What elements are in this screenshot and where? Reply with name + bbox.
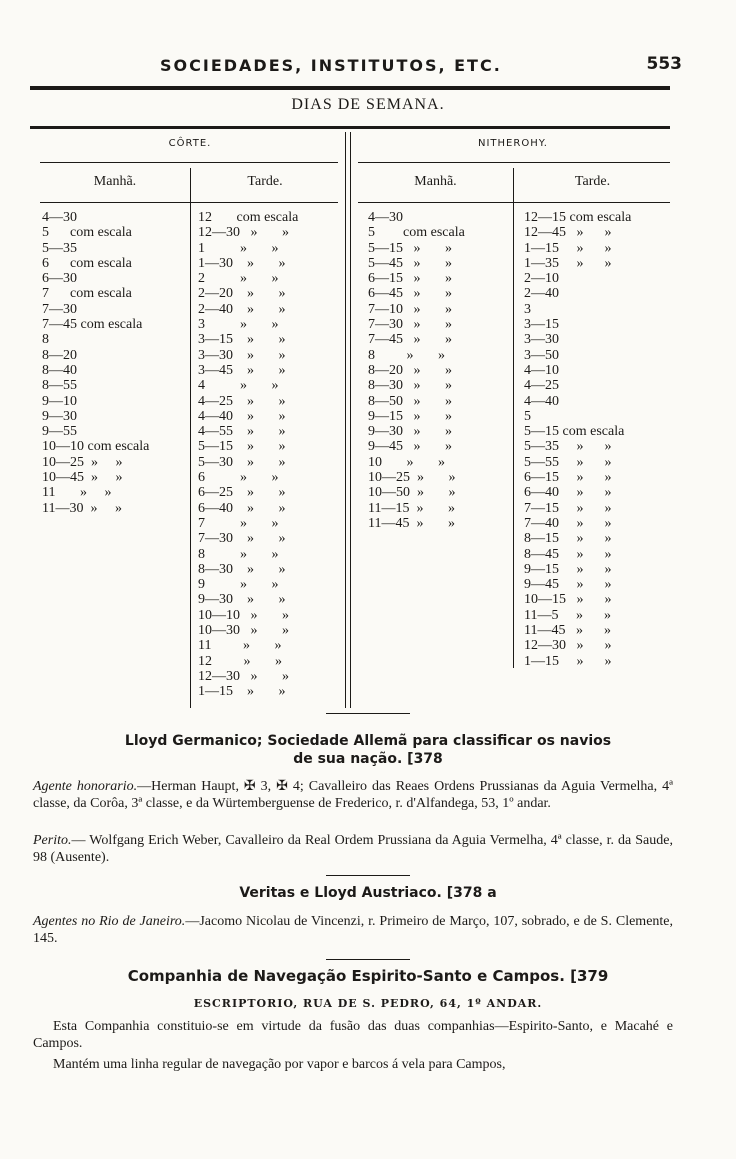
time-entry: 12 com escala: [198, 210, 299, 225]
time-entry: 1—15 » »: [198, 684, 286, 700]
time-entry: 9—30 » »: [368, 424, 452, 440]
group-divider-left: [345, 132, 346, 708]
section-separator: [326, 959, 410, 960]
time-entry: 8: [42, 332, 49, 348]
veritas-heading: Veritas e Lloyd Austriaco. [378 a: [239, 885, 497, 901]
time-entry: 10—10 com escala: [42, 439, 150, 455]
time-entry: 12—30 » »: [524, 638, 612, 654]
time-entry: 9—55: [42, 424, 77, 440]
time-entry: 7—30: [42, 301, 77, 317]
time-entry: 11—45 » »: [368, 515, 455, 531]
times-nitheroy-tarde: [524, 210, 631, 669]
column-nitheroy-tarde: Tarde.: [574, 174, 611, 189]
perito-label: Perito.: [33, 833, 72, 848]
escriptorio-line: ESCRIPTORIO, RUA DE S. PEDRO, 64, 1º ANDAR.: [193, 997, 543, 1010]
time-entry: 3: [524, 301, 531, 317]
time-entry: 12—30 » »: [198, 668, 289, 684]
time-entry: 9—10: [42, 393, 77, 409]
lloyd-heading: Lloyd Germanico; Sociedade Allemã para classificar os navios: [124, 733, 612, 749]
time-entry: 4—10: [524, 362, 559, 378]
time-entry: 6 » »: [198, 470, 279, 486]
time-entry: 9—15 » »: [368, 408, 452, 424]
lloyd-perito-paragraph: [33, 832, 673, 866]
time-entry: 4 » »: [198, 378, 279, 394]
time-entry: 8 » »: [198, 546, 279, 562]
time-entry: 2 » »: [198, 271, 279, 287]
time-entry: 2—40: [524, 286, 559, 302]
time-entry: 12 » »: [198, 653, 282, 669]
time-entry: 11—45 » »: [524, 623, 611, 639]
time-entry: 10—30 » »: [198, 623, 289, 639]
agentes-label: Agentes no Rio de Janeiro.: [33, 914, 186, 929]
group-corte-label: CÔRTE.: [168, 138, 212, 149]
time-entry: 6—40 » »: [198, 500, 286, 516]
time-entry: 7—45 » »: [368, 332, 452, 348]
time-entry: 4—40: [524, 393, 559, 409]
time-entry: 8—20: [42, 347, 77, 363]
header-title: SOCIEDADES, INSTITUTOS, ETC.: [160, 56, 502, 75]
time-entry: 8—15 » »: [524, 531, 612, 547]
time-entry: 1—35 » »: [524, 255, 612, 271]
time-entry: 1 » »: [198, 240, 279, 256]
header-rule: [30, 86, 670, 90]
time-entry: 4—25 » »: [198, 393, 286, 409]
time-entry: 9—45 » »: [524, 577, 612, 593]
time-entry: 6 com escala: [42, 255, 132, 271]
time-entry: 6—15 » »: [368, 271, 452, 287]
time-entry: 4—40 » »: [198, 408, 286, 424]
time-entry: 4—30: [368, 210, 403, 225]
time-entry: 3—50: [524, 347, 559, 363]
time-entry: 4—25: [524, 378, 559, 394]
column-rule-nitheroy: [358, 202, 670, 203]
schedule-top-rule: [30, 126, 670, 129]
time-entry: 7 com escala: [42, 286, 132, 302]
agentes-text: —Jacomo Nicolau de Vincenzi, r. Primeiro de Março, 107, sobrado, e de S. Clemente, 145.: [33, 914, 674, 946]
time-entry: 10 » »: [368, 454, 445, 470]
lloyd-heading-line2: de sua nação. [378: [293, 751, 443, 767]
group-rule-nitheroy: [358, 162, 670, 163]
time-entry: 1—15 » »: [524, 240, 612, 256]
times-nitheroy-manha: [368, 210, 465, 531]
time-entry: 2—20 » »: [198, 286, 286, 302]
time-entry: 2—10: [524, 271, 559, 287]
time-entry: 5—30 » »: [198, 454, 286, 470]
group-divider-right: [350, 132, 351, 708]
time-entry: 3—30: [524, 332, 559, 348]
time-entry: 9—45 » »: [368, 439, 452, 455]
section-separator: [326, 713, 410, 714]
time-entry: 9—15 » »: [524, 561, 612, 577]
time-entry: 3 » »: [198, 317, 279, 333]
time-entry: 5—15 » »: [368, 240, 452, 256]
time-entry: 3—30 » »: [198, 347, 286, 363]
time-entry: 10—50 » »: [368, 485, 456, 501]
time-entry: 5—15 » »: [198, 439, 286, 455]
time-entry: 8—45 » »: [524, 546, 612, 562]
time-entry: 3—15 » »: [198, 332, 286, 348]
lloyd-agente-paragraph: [33, 778, 673, 812]
time-entry: 12—45 » »: [524, 225, 612, 241]
time-entry: 6—45 » »: [368, 286, 452, 302]
time-entry: 11—5 » »: [524, 607, 611, 623]
time-entry: 8—30 » »: [368, 378, 452, 394]
time-entry: 11 » »: [42, 485, 112, 501]
time-entry: 1—15 » »: [524, 653, 612, 669]
time-entry: 7—40 » »: [524, 515, 612, 531]
time-entry: 10—25 » »: [42, 454, 123, 470]
time-entry: 7—15 » »: [524, 500, 612, 516]
time-entry: 8—55: [42, 378, 77, 394]
time-entry: 5—45 » »: [368, 255, 452, 271]
time-entry: 11 » »: [198, 638, 282, 654]
time-entry: 6—40 » »: [524, 485, 612, 501]
time-entry: 9 » »: [198, 577, 279, 593]
time-entry: 6—30: [42, 271, 77, 287]
companhia-heading: Companhia de Navegação Espirito-Santo e Campos. [379: [127, 967, 609, 985]
time-entry: 8—40: [42, 362, 77, 378]
time-entry: 1—30 » »: [198, 255, 286, 271]
time-entry: 8—30 » »: [198, 561, 286, 577]
time-entry: 5 com escala: [368, 225, 465, 241]
agente-label: Agente honorario.: [33, 779, 138, 794]
companhia-paragraph-2: Mantém uma linha regular de navegação por vapor e barcos á vela para Campos,: [53, 1057, 506, 1072]
time-entry: 12—15 com escala: [524, 210, 632, 225]
time-entry: 7—30 » »: [368, 317, 452, 333]
time-entry: 11—15 » »: [368, 500, 455, 516]
time-entry: 7—45 com escala: [42, 317, 143, 333]
time-entry: 8—50 » »: [368, 393, 452, 409]
group-rule-corte: [40, 162, 338, 163]
time-entry: 2—40 » »: [198, 301, 286, 317]
group-nitheroy-label: NITHEROHY.: [478, 138, 548, 149]
time-entry: 6—25 » »: [198, 485, 286, 501]
time-entry: 10—15 » »: [524, 592, 612, 608]
time-entry: 3—45 » »: [198, 362, 286, 378]
time-entry: 5 com escala: [42, 225, 132, 241]
time-entry: 7—30 » »: [198, 531, 286, 547]
page-number: 553: [646, 54, 682, 74]
time-entry: 4—30: [42, 210, 77, 225]
time-entry: 4—55 » »: [198, 424, 286, 440]
time-entry: 5—35: [42, 240, 77, 256]
veritas-agentes-paragraph: [33, 913, 673, 947]
section-separator: [326, 875, 410, 876]
time-entry: 10—45 » »: [42, 470, 123, 486]
time-entry: 11—30 » »: [42, 500, 122, 516]
time-entry: 9—30 » »: [198, 592, 286, 608]
column-nitheroy-manha: Manhã.: [414, 174, 457, 189]
time-entry: 5: [524, 408, 531, 424]
schedule-title: DIAS DE SEMANA.: [291, 96, 445, 113]
perito-text: — Wolfgang Erich Weber, Cavalleiro da Real Ordem Prussiana da Aguia Vermelha, 4ª classe, r. da Saude, 98 (Ausente).: [33, 833, 673, 865]
column-rule-corte: [40, 202, 338, 203]
column-corte-manha: Manhã.: [93, 174, 137, 189]
companhia-paragraph-1: Esta Companhia constituio-se em virtude da fusão das duas companhias—Espirito-Santo, e Macahé e Campos.: [33, 1019, 673, 1051]
column-divider: [513, 168, 514, 668]
time-entry: 10—25 » »: [368, 470, 456, 486]
time-entry: 5—15 com escala: [524, 424, 625, 440]
time-entry: 12—30 » »: [198, 225, 289, 241]
time-entry: 5—35 » »: [524, 439, 612, 455]
agente-text: —Herman Haupt, ✠ 3, ✠ 4; Cavalleiro das Reaes Ordens Prussianas da Aguia Vermelha, 4ª classe, da Corôa, 3ª classe, e da Würtemberguense de Frederico, r. d'Alfandega, 53, 1º andar.: [33, 779, 674, 811]
column-divider: [190, 168, 191, 708]
times-corte-tarde: [198, 210, 298, 700]
column-corte-tarde: Tarde.: [247, 174, 283, 189]
times-corte-manha: [42, 210, 149, 516]
time-entry: 7—10 » »: [368, 301, 452, 317]
time-entry: 3—15: [524, 317, 559, 333]
time-entry: 10—10 » »: [198, 607, 289, 623]
time-entry: 8 » »: [368, 347, 445, 363]
time-entry: 7 » »: [198, 515, 279, 531]
time-entry: 9—30: [42, 408, 77, 424]
running-header: [52, 50, 682, 80]
time-entry: 8—20 » »: [368, 362, 452, 378]
time-entry: 6—15 » »: [524, 470, 612, 486]
time-entry: 5—55 » »: [524, 454, 612, 470]
